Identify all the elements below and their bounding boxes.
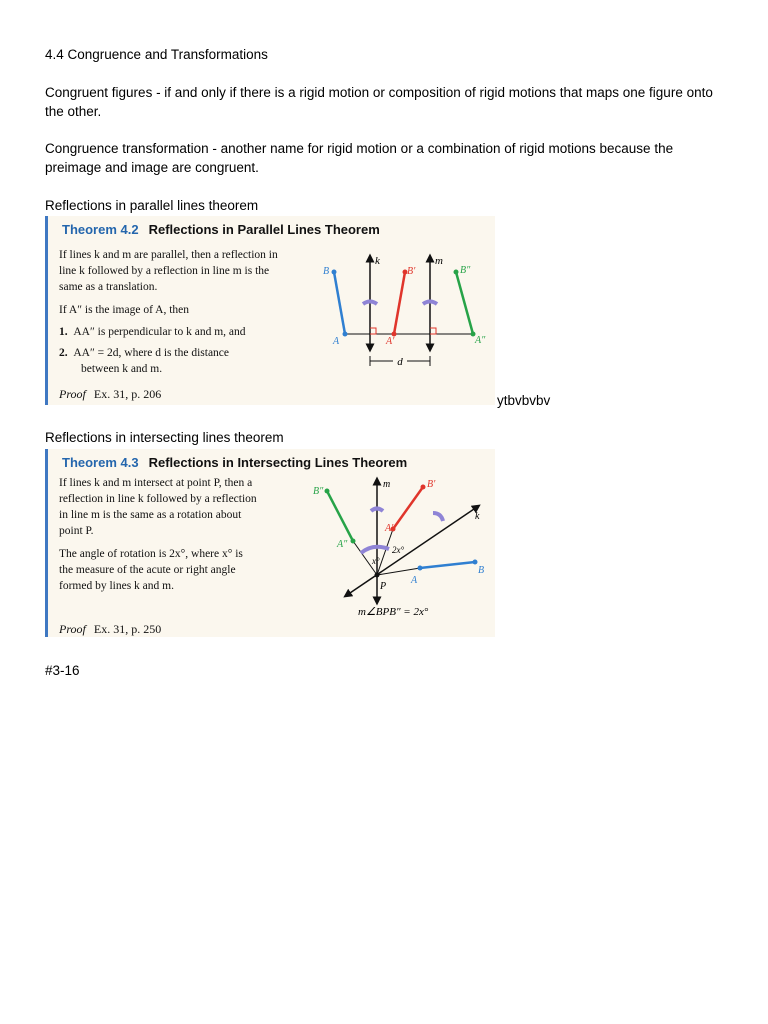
statement-line: same as a translation. (59, 281, 158, 293)
angle-line: The angle of rotation is 2x°, where x° is (59, 548, 243, 560)
label-b1: B′ (407, 266, 416, 277)
theorem-4-2-figure (45, 216, 495, 405)
label-2x: 2x° (392, 545, 405, 555)
proof-ref: Ex. 31, p. 206 (93, 387, 162, 401)
label-m: m (383, 479, 391, 490)
statement-line: point P. (59, 525, 94, 537)
proof-label: Proof (59, 622, 86, 636)
label-d: d (397, 356, 403, 368)
theorem-title: Reflections in Parallel Lines Theorem (148, 222, 380, 237)
label-k: k (375, 255, 380, 267)
label-a: A (333, 336, 340, 347)
ray-pa (377, 568, 420, 575)
label-intersecting-lines: Reflections in intersecting lines theorem (45, 430, 284, 445)
theorem-4-3-figure (45, 449, 495, 637)
point-p (375, 573, 380, 578)
statement-line: line k followed by a reflection in line m is the (59, 265, 270, 277)
item-2-text: between k and m. (81, 363, 163, 375)
item-number: 1. (59, 326, 68, 338)
label-p: P (380, 581, 387, 592)
point-b1 (421, 485, 426, 490)
page-heading: 4.4 Congruence and Transformations (45, 47, 268, 62)
point-a (418, 566, 423, 571)
label-b2: B″ (313, 486, 324, 497)
point-b (332, 270, 337, 275)
parallel-lines-diagram (45, 216, 495, 405)
label-x: x° (372, 556, 380, 566)
theorem-number: Theorem 4.3 (62, 455, 139, 470)
label-k: k (475, 511, 480, 522)
label-a2: A″ (337, 539, 348, 550)
statement-line: If lines k and m are parallel, then a reflection in (59, 249, 278, 261)
proof-ref: Ex. 31, p. 250 (93, 622, 162, 636)
label-a1: A′ (385, 523, 394, 534)
item-1-text: AA″ is perpendicular to k and m, and (73, 326, 246, 338)
point-b (473, 560, 478, 565)
segment-ab (420, 562, 475, 568)
label-b: B (323, 266, 330, 277)
definition-congruent-figures: Congruent figures - if and only if there is a rigid motion or composition of rigid motions that maps one figure onto the other. (45, 85, 713, 119)
ray-pa1 (377, 529, 393, 575)
statement-line: reflection in line k followed by a reflection (59, 493, 257, 505)
segment-a1b1 (394, 272, 405, 334)
statement-line: If lines k and m intersect at point P, then a (59, 477, 253, 489)
definition-congruence-transformation: Congruence transformation - another name for rigid motion or a combination of rigid motions because the preimage and image are congruent. (45, 141, 674, 175)
angle-equation: m∠BPB″ = 2x° (358, 606, 429, 618)
angle-line: formed by lines k and m. (59, 580, 174, 592)
theorem-title: Reflections in Intersecting Lines Theorem (148, 455, 408, 470)
item-number: 2. (59, 347, 68, 359)
theorem-number: Theorem 4.2 (62, 222, 139, 237)
item-2-text: AA″ = 2d, where d is the distance (73, 347, 230, 359)
intersecting-lines-diagram (45, 449, 495, 637)
label-a2: A″ (475, 335, 486, 346)
label-a: A (411, 575, 418, 586)
point-a (343, 332, 348, 337)
angle-line: the measure of the acute or right angle (59, 564, 236, 576)
label-parallel-lines: Reflections in parallel lines theorem (45, 198, 259, 213)
label-a1: A′ (386, 336, 395, 347)
point-b2 (325, 489, 330, 494)
label-m: m (435, 255, 443, 267)
segment-a2b2 (327, 491, 353, 541)
point-b2 (454, 270, 459, 275)
point-a2 (351, 539, 356, 544)
exercise-range: #3-16 (45, 663, 80, 678)
reflection-arrow-icon (433, 513, 443, 521)
label-b1: B′ (427, 479, 436, 490)
statement-line: in line m is the same as a rotation about (59, 509, 242, 521)
image-line: If A″ is the image of A, then (59, 304, 189, 316)
proof-label: Proof (59, 387, 86, 401)
segment-a1b1 (393, 487, 423, 529)
label-b2: B″ (460, 265, 471, 276)
segment-ab (334, 272, 345, 334)
stray-text: ytbvbvbv (497, 393, 551, 408)
label-b: B (478, 565, 485, 576)
segment-a2b2 (456, 272, 473, 334)
right-angle-mark (370, 328, 376, 334)
right-angle-mark (430, 328, 436, 334)
